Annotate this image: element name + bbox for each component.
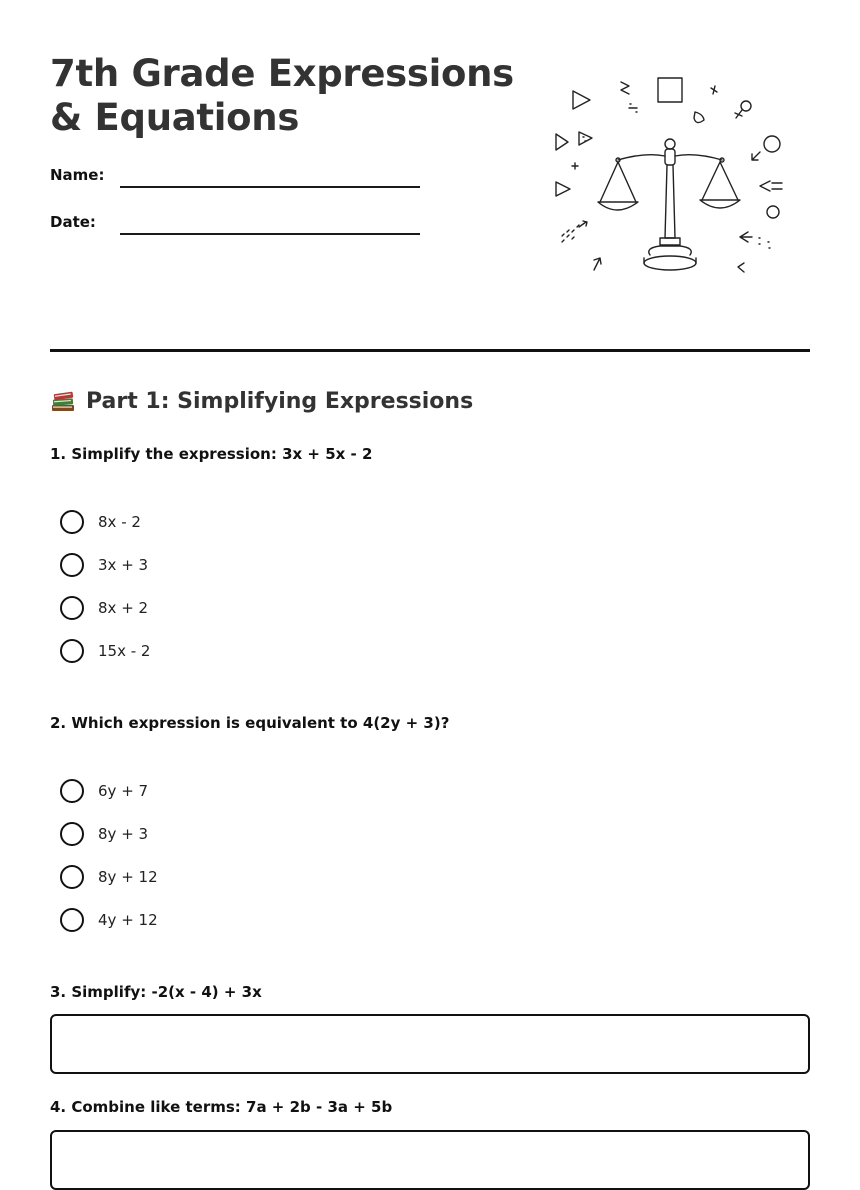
date-field[interactable] (120, 233, 420, 235)
option-label: 4y + 12 (98, 911, 158, 929)
radio-button[interactable] (60, 779, 84, 803)
question-4-text: 4. Combine like terms: 7a + 2b - 3a + 5b (50, 1098, 393, 1116)
worksheet-title (50, 52, 514, 140)
title-line-1: 7th Grade Expressions (50, 52, 514, 95)
radio-button[interactable] (60, 553, 84, 577)
option-label: 15x - 2 (98, 642, 151, 660)
radio-button[interactable] (60, 510, 84, 534)
radio-button[interactable] (60, 908, 84, 932)
question-3-text: 3. Simplify: -2(x - 4) + 3x (50, 983, 262, 1001)
balance-scale-icon (540, 70, 800, 280)
books-icon (50, 388, 76, 414)
option-label: 8x - 2 (98, 513, 141, 531)
radio-button[interactable] (60, 865, 84, 889)
date-label: Date: (50, 213, 96, 231)
question-2-text: 2. Which expression is equivalent to 4(2y + 3)? (50, 714, 450, 732)
q1-option-c[interactable] (60, 595, 148, 621)
option-label: 8y + 12 (98, 868, 158, 886)
option-label: 8y + 3 (98, 825, 149, 843)
option-label: 3x + 3 (98, 556, 149, 574)
question-1-text: 1. Simplify the expression: 3x + 5x - 2 (50, 445, 373, 463)
q2-option-c[interactable] (60, 864, 158, 890)
option-label: 6y + 7 (98, 782, 149, 800)
radio-button[interactable] (60, 639, 84, 663)
section-heading (50, 388, 473, 414)
question-3-answer-box[interactable] (50, 1014, 810, 1074)
header-divider (50, 349, 810, 352)
q1-option-a[interactable] (60, 509, 141, 535)
radio-button[interactable] (60, 596, 84, 620)
question-4-answer-box[interactable] (50, 1130, 810, 1190)
q1-option-b[interactable] (60, 552, 148, 578)
option-label: 8x + 2 (98, 599, 149, 617)
q2-option-a[interactable] (60, 778, 148, 804)
title-line-2: & Equations (50, 96, 300, 139)
q2-option-d[interactable] (60, 907, 158, 933)
section-title: Part 1: Simplifying Expressions (86, 388, 474, 414)
name-label: Name: (50, 166, 105, 184)
q1-option-d[interactable] (60, 638, 150, 664)
q2-option-b[interactable] (60, 821, 148, 847)
name-field[interactable] (120, 186, 420, 188)
radio-button[interactable] (60, 822, 84, 846)
